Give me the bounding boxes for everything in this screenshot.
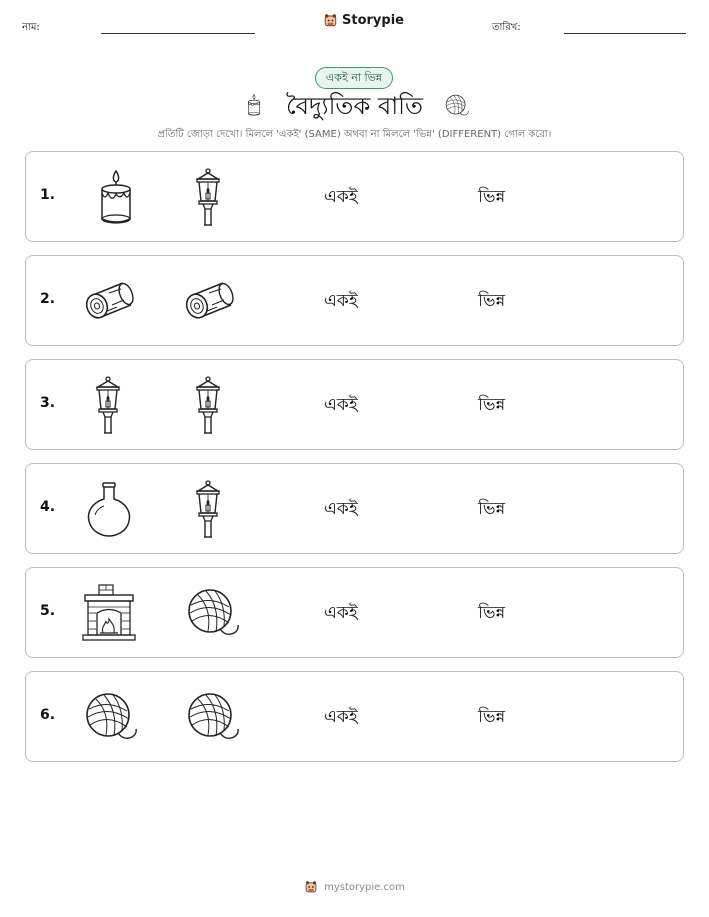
different-option[interactable]: ভিন্ন bbox=[478, 707, 506, 727]
worksheet-tag: একই না ভিন্ন bbox=[315, 67, 393, 89]
question-number: 2. bbox=[40, 291, 56, 307]
different-option[interactable]: ভিন্ন bbox=[478, 291, 506, 311]
question-row-6 bbox=[25, 671, 684, 762]
same-option[interactable]: একই bbox=[324, 395, 358, 415]
yarn-ball-icon bbox=[182, 686, 242, 748]
same-option[interactable]: একই bbox=[324, 707, 358, 727]
yarn-ball-icon bbox=[182, 582, 242, 644]
same-option[interactable]: একই bbox=[324, 603, 358, 623]
question-row-4 bbox=[25, 463, 684, 554]
storypie-logo-icon bbox=[323, 13, 338, 28]
question-number: 1. bbox=[40, 187, 56, 203]
fireplace-icon bbox=[79, 582, 139, 644]
question-number: 5. bbox=[40, 603, 56, 619]
lantern-icon bbox=[178, 166, 238, 228]
question-row-5 bbox=[25, 567, 684, 658]
question-row-1 bbox=[25, 151, 684, 242]
candle-icon bbox=[86, 166, 146, 228]
instructions: প্রতিটি জোড়া দেখো। মিললে 'একই' (SAME) অথবা না মিললে 'ভিন্ন' (DIFFERENT) গোল করো। bbox=[157, 129, 552, 140]
question-number: 4. bbox=[40, 499, 56, 515]
same-option[interactable]: একই bbox=[324, 291, 358, 311]
page-title: বৈদ্যুতিক বাতি bbox=[285, 92, 424, 120]
yarn-ball-icon bbox=[80, 686, 140, 748]
date-label: তারিখ: bbox=[492, 22, 521, 33]
name-label: নাম: bbox=[22, 22, 40, 33]
different-option[interactable]: ভিন্ন bbox=[478, 603, 506, 623]
lantern-icon bbox=[178, 374, 238, 436]
storypie-logo-icon bbox=[304, 880, 318, 894]
same-option[interactable]: একই bbox=[324, 187, 358, 207]
flask-icon bbox=[79, 478, 139, 540]
yarn-ball-icon bbox=[443, 92, 470, 119]
question-number: 6. bbox=[40, 707, 56, 723]
question-row-3 bbox=[25, 359, 684, 450]
question-number: 3. bbox=[40, 395, 56, 411]
lantern-icon bbox=[78, 374, 138, 436]
different-option[interactable]: ভিন্ন bbox=[478, 499, 506, 519]
lantern-icon bbox=[178, 478, 238, 540]
different-option[interactable]: ভিন্ন bbox=[478, 187, 506, 207]
footer-site-link[interactable]: mystorypie.com bbox=[324, 881, 405, 893]
log-icon bbox=[79, 270, 139, 332]
log-icon bbox=[179, 270, 239, 332]
name-field-line[interactable] bbox=[101, 33, 255, 34]
same-option[interactable]: একই bbox=[324, 499, 358, 519]
brand-logo bbox=[323, 13, 404, 28]
question-row-2 bbox=[25, 255, 684, 346]
different-option[interactable]: ভিন্ন bbox=[478, 395, 506, 415]
date-field-line[interactable] bbox=[564, 33, 686, 34]
footer bbox=[0, 880, 709, 894]
brand-name: Storypie bbox=[342, 13, 404, 28]
